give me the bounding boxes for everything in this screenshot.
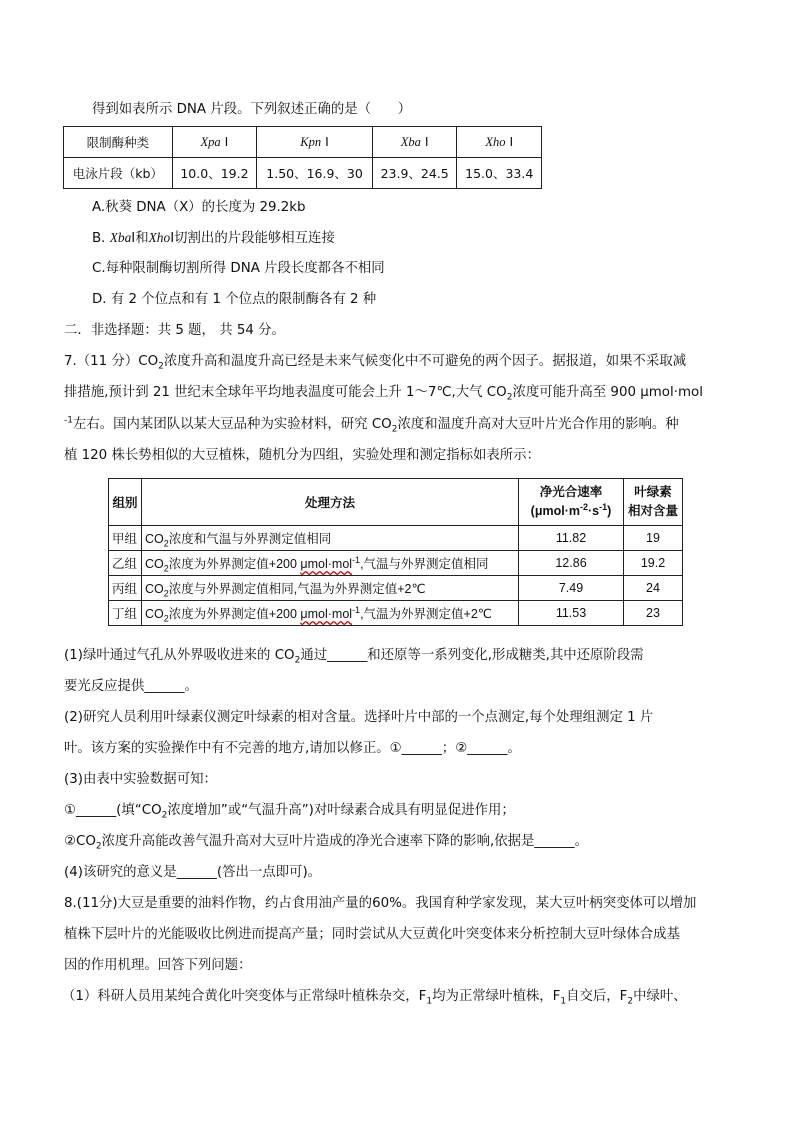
- q6-intro: 得到如表所示 DNA 片段。下列叙述正确的是（ ）: [92, 102, 412, 117]
- q7-line-2: 排措施,预计到 21 世纪末全球年平均地表温度可能会上升 1～7℃,大气 $CO_2$浓度可能升高至 900 μmol·mol: [64, 385, 703, 403]
- row-chlorophyll: 23: [624, 601, 683, 626]
- q7-line-3: $^{-1}$左右。国内某团队以某大豆品种为实验材料，研究 $CO_2$浓度和温度升高对大豆叶片光合作用的影响。种: [64, 415, 679, 435]
- row-group: 乙组: [109, 551, 142, 576]
- option-a: A.秋葵 DNA（X）的长度为 29.2kb: [92, 200, 306, 215]
- option-b: B. XbaⅠ和XhoⅠ切割出的片段能够相互连接: [92, 230, 335, 246]
- row-method: $CO_2$浓度和气温与外界测定值相同: [142, 526, 519, 551]
- row-rate: 12.86: [519, 551, 624, 576]
- row-method: $CO_2$浓度与外界测定值相同,气温为外界测定值+2℃: [142, 576, 519, 601]
- q7-sub2-line-1: (2)研究人员利用叶绿素仪测定叶绿素的相对含量。选择叶片中部的一个点测定,每个处理组测定 1 片: [64, 710, 654, 725]
- treatment-table: [108, 478, 683, 626]
- enzyme-xho: Xho Ⅰ: [457, 127, 542, 158]
- q8-line-3: 因的作用机理。回答下列问题：: [64, 958, 252, 973]
- q7-sub4: (4)该研究的意义是______(答出一点即可)。: [64, 865, 322, 880]
- enzyme-xba: Xba Ⅰ: [372, 127, 457, 158]
- section-heading: 二．非选择题：共 5 题， 共 54 分。: [64, 323, 285, 338]
- q7-sub3-line-3: $②CO_2$浓度升高能改善气温升高对大豆叶片造成的净光合速率下降的影响,依据是______。: [64, 834, 588, 852]
- row-group: 丙组: [109, 576, 142, 601]
- header-group: 组别: [109, 479, 142, 526]
- header-rate: 净光合速率 $(\mu mol\cdot m^{-2}\cdot s^{-1})$: [519, 479, 624, 526]
- row-group: 甲组: [109, 526, 142, 551]
- row-rate: 7.49: [519, 576, 624, 601]
- table-row: [109, 601, 683, 626]
- row-method: $CO_2$浓度为外界测定值+200 μmol·mol$^{-1}$,气温与外界测定值相同: [142, 551, 519, 576]
- table-row: [109, 526, 683, 551]
- q8-line-4: （1）科研人员用某纯合黄化叶突变体与正常绿叶植株杂交，$F_1$均为正常绿叶植株，$F_1$自交后，$F_2$中绿叶、: [62, 989, 687, 1007]
- q7-sub1-line-1: (1)绿叶通过气孔从外界吸收进来的 $CO_2$通过______和还原等一系列变化,形成糖类,其中还原阶段需: [64, 648, 644, 666]
- q8-line-1: 8.(11分)大豆是重要的油料作物，约占食用油产量的60%。我国育种学家发现，某大豆叶柄突变体可以增加: [64, 896, 697, 911]
- enzyme-header-label: 限制酶种类: [64, 127, 173, 158]
- row-chlorophyll: 24: [624, 576, 683, 601]
- row-chlorophyll: 19.2: [624, 551, 683, 576]
- row-chlorophyll: 19: [624, 526, 683, 551]
- q8-line-2: 植株下层叶片的光能吸收比例进而提高产量；同时尝试从大豆黄化叶突变体来分析控制大豆叶绿体合成基: [64, 927, 680, 942]
- row-method: $CO_2$浓度为外界测定值+200 μmol·mol$^{-1}$,气温为外界测定值+2℃: [142, 601, 519, 626]
- fragment-kpn: 1.50、16.9、30: [257, 158, 373, 189]
- enzyme-table: [63, 126, 542, 189]
- fragment-xba: 23.9、24.5: [372, 158, 457, 189]
- header-method: 处理方法: [142, 479, 519, 526]
- option-d: D. 有 2 个位点和有 1 个位点的限制酶各有 2 种: [92, 292, 377, 307]
- fragment-xpa: 10.0、19.2: [172, 158, 257, 189]
- q7-sub1-line-2: 要光反应提供______。: [64, 679, 198, 694]
- row-rate: 11.82: [519, 526, 624, 551]
- header-chlorophyll: 叶绿素 相对含量: [624, 479, 683, 526]
- fragment-row-label: 电泳片段（kb）: [64, 158, 173, 189]
- fragment-xho: 15.0、33.4: [457, 158, 542, 189]
- q7-line-1: 7.（11 分）$CO_2$浓度升高和温度升高已经是未来气候变化中不可避免的两个因子。据报道，如果不采取减: [64, 354, 687, 372]
- enzyme-kpn: Kpn Ⅰ: [257, 127, 373, 158]
- q7-sub2-line-2: 叶。该方案的实验操作中有不完善的地方,请加以修正。①______；②______。: [64, 741, 521, 756]
- q7-sub3-line-1: (3)由表中实验数据可知：: [64, 772, 217, 787]
- option-c: C.每种限制酶切割所得 DNA 片段长度都各不相同: [92, 261, 385, 276]
- q7-line-4: 植 120 株长势相似的大豆植株，随机分为四组，实验处理和测定指标如表所示：: [64, 448, 540, 463]
- row-rate: 11.53: [519, 601, 624, 626]
- q7-sub3-line-2: ①______(填“$CO_2$浓度增加”或“气温升高”)对叶绿素合成具有明显促进作用；: [64, 803, 515, 821]
- table-row: [109, 576, 683, 601]
- row-group: 丁组: [109, 601, 142, 626]
- table-row: [109, 551, 683, 576]
- enzyme-xpa: Xpa Ⅰ: [172, 127, 257, 158]
